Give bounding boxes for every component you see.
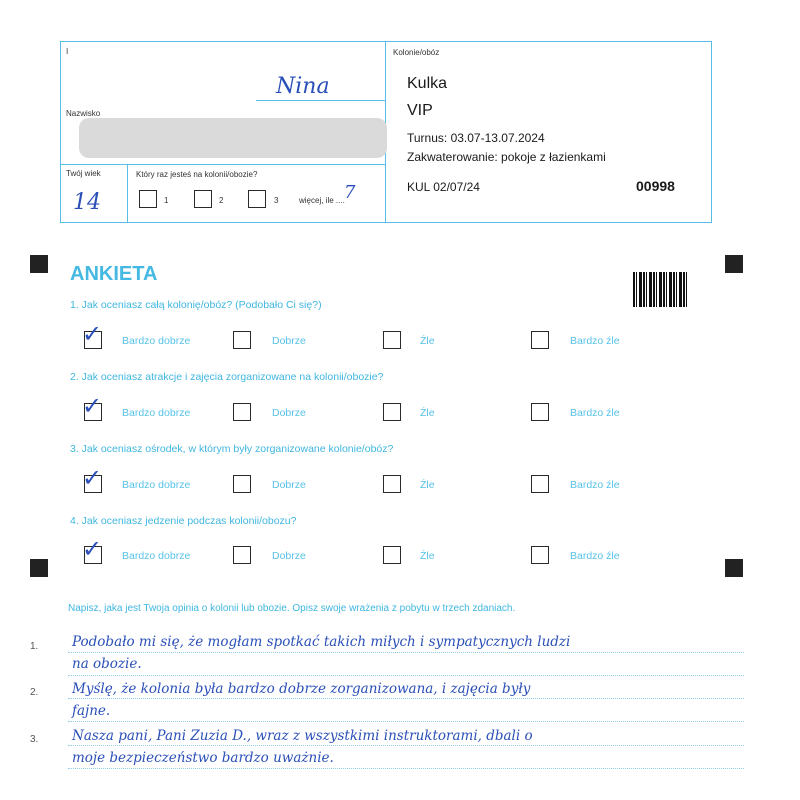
barcode bbox=[633, 272, 688, 307]
question-4-text: 4. Jak oceniasz jedzenie podczas kolonii/obozu? bbox=[70, 515, 297, 527]
answer-line-4 bbox=[68, 721, 744, 722]
q1-bardzo-zle-checkbox[interactable] bbox=[531, 331, 549, 349]
q2-dobrze-checkbox[interactable] bbox=[233, 403, 251, 421]
q1-dobrze-label: Dobrze bbox=[272, 335, 306, 347]
imie-label: I bbox=[66, 47, 69, 56]
registration-mark-bottom-left bbox=[30, 559, 48, 577]
form-number: 00998 bbox=[636, 178, 675, 194]
registration-mark-top-left bbox=[30, 255, 48, 273]
opinion-number-3: 3. bbox=[30, 734, 39, 745]
wiecej-label: więcej, ile .... bbox=[299, 196, 345, 205]
q4-zle-label: Źle bbox=[420, 550, 435, 562]
answer-text-3-cont[interactable]: moje bezpieczeństwo bardzo uważnie. bbox=[72, 750, 334, 766]
imie-underline bbox=[256, 100, 385, 101]
kolonia-name: Kulka bbox=[407, 75, 448, 92]
q2-dobrze-label: Dobrze bbox=[272, 407, 306, 419]
ktory-raz-option-1: 1 bbox=[164, 196, 169, 205]
kolonie-label: Kolonie/obóz bbox=[393, 48, 440, 57]
answer-text-2[interactable]: Myślę, że kolonia była bardzo dobrze zorganizowana, i zajęcia były bbox=[72, 681, 531, 697]
opinion-prompt: Napisz, jaka jest Twoja opinia o kolonii lub obozie. Opisz swoje wrażenia z pobytu w trzech zdaniach. bbox=[68, 603, 516, 614]
question-2-text: 2. Jak oceniasz atrakcje i zajęcia zorganizowane na kolonii/obozie? bbox=[70, 371, 384, 383]
ktory-raz-option-3: 3 bbox=[274, 196, 279, 205]
q3-zle-label: Źle bbox=[420, 479, 435, 491]
q3-zle-checkbox[interactable] bbox=[383, 475, 401, 493]
q1-bardzo-zle-label: Bardzo źle bbox=[570, 335, 620, 347]
q2-bardzo-zle-label: Bardzo źle bbox=[570, 407, 620, 419]
answer-text-2-cont[interactable]: fajne. bbox=[72, 703, 111, 719]
q2-check-mark: ✓ bbox=[82, 392, 103, 420]
q3-check-mark: ✓ bbox=[82, 464, 103, 492]
q4-dobrze-label: Dobrze bbox=[272, 550, 306, 562]
survey-title: ANKIETA bbox=[70, 263, 158, 285]
answer-text-1-cont[interactable]: na obozie. bbox=[72, 656, 142, 672]
ktory-raz-checkbox-3[interactable] bbox=[248, 190, 266, 208]
q3-bardzo-zle-checkbox[interactable] bbox=[531, 475, 549, 493]
q3-bardzo-zle-label: Bardzo źle bbox=[570, 479, 620, 491]
q3-dobrze-label: Dobrze bbox=[272, 479, 306, 491]
q4-bardzo-zle-label: Bardzo źle bbox=[570, 550, 620, 562]
q2-zle-checkbox[interactable] bbox=[383, 403, 401, 421]
wiek-label: Twój wiek bbox=[66, 169, 101, 178]
colony-code: KUL 02/07/24 bbox=[407, 180, 480, 194]
q4-bardzo-dobrze-label: Bardzo dobrze bbox=[122, 550, 191, 562]
q4-zle-checkbox[interactable] bbox=[383, 546, 401, 564]
answer-text-3[interactable]: Nasza pani, Pani Zuzia D., wraz z wszystkimi instruktorami, dbali o bbox=[72, 728, 533, 744]
q1-dobrze-checkbox[interactable] bbox=[233, 331, 251, 349]
opinion-number-2: 2. bbox=[30, 687, 39, 698]
question-1-text: 1. Jak oceniasz całą kolonię/obóz? (Podobało Ci się?) bbox=[70, 299, 322, 311]
q1-check-mark: ✓ bbox=[82, 320, 103, 348]
answer-line-1 bbox=[68, 652, 744, 653]
q2-zle-label: Źle bbox=[420, 407, 435, 419]
header-form bbox=[60, 41, 712, 223]
ktory-raz-checkbox-1[interactable] bbox=[139, 190, 157, 208]
ktory-raz-label: Który raz jesteś na kolonii/obozie? bbox=[136, 170, 258, 179]
q3-dobrze-checkbox[interactable] bbox=[233, 475, 251, 493]
q2-bardzo-zle-checkbox[interactable] bbox=[531, 403, 549, 421]
turnus: Turnus: 03.07-13.07.2024 bbox=[407, 131, 545, 145]
answer-line-6 bbox=[68, 768, 744, 769]
ktory-raz-option-2: 2 bbox=[219, 196, 224, 205]
wiecej-value[interactable]: 7 bbox=[344, 182, 356, 203]
opinion-number-1: 1. bbox=[30, 641, 39, 652]
nazwisko-redacted bbox=[79, 118, 387, 158]
answer-line-2 bbox=[68, 675, 744, 676]
q4-bardzo-zle-checkbox[interactable] bbox=[531, 546, 549, 564]
answer-line-3 bbox=[68, 698, 744, 699]
ktory-raz-checkbox-2[interactable] bbox=[194, 190, 212, 208]
wiek-value[interactable]: 14 bbox=[73, 190, 101, 215]
registration-mark-top-right bbox=[725, 255, 743, 273]
q1-zle-label: Źle bbox=[420, 335, 435, 347]
registration-mark-bottom-right bbox=[725, 559, 743, 577]
wiek-cell bbox=[61, 164, 128, 222]
answer-text-1[interactable]: Podobało mi się, że mogłam spotkać takich miłych i sympatycznych ludzi bbox=[72, 634, 571, 650]
answer-line-5 bbox=[68, 745, 744, 746]
q4-dobrze-checkbox[interactable] bbox=[233, 546, 251, 564]
question-3-text: 3. Jak oceniasz ośrodek, w którym były zorganizowane kolonie/obóz? bbox=[70, 443, 394, 455]
q3-bardzo-dobrze-label: Bardzo dobrze bbox=[122, 479, 191, 491]
nazwisko-label: Nazwisko bbox=[66, 109, 101, 118]
q4-check-mark: ✓ bbox=[82, 535, 103, 563]
imie-value[interactable]: Nina bbox=[276, 74, 330, 99]
q1-bardzo-dobrze-label: Bardzo dobrze bbox=[122, 335, 191, 347]
name-section bbox=[61, 42, 386, 222]
kolonia-type: VIP bbox=[407, 102, 433, 119]
q1-zle-checkbox[interactable] bbox=[383, 331, 401, 349]
q2-bardzo-dobrze-label: Bardzo dobrze bbox=[122, 407, 191, 419]
zakwaterowanie: Zakwaterowanie: pokoje z łazienkami bbox=[407, 150, 606, 164]
